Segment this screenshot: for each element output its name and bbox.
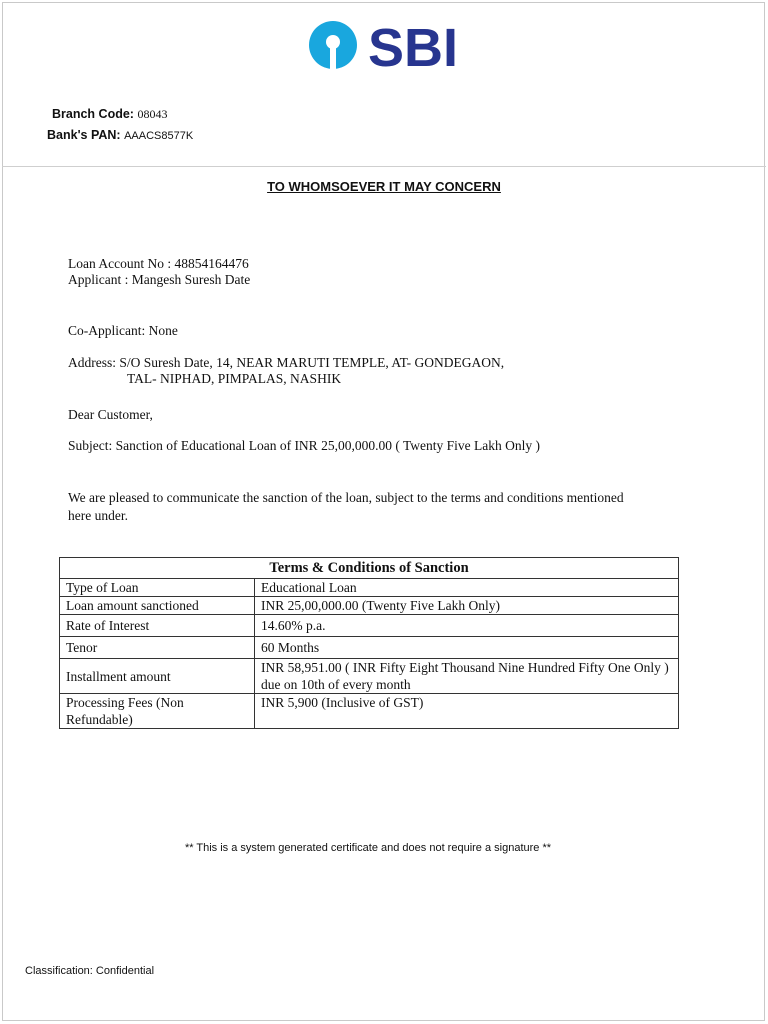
term-key: Processing Fees (Non Refundable): [60, 694, 255, 729]
table-row: [60, 597, 679, 615]
term-value: INR 58,951.00 ( INR Fifty Eight Thousand Nine Hundred Fifty One Only ) due on 10th of every month: [255, 659, 679, 694]
applicant-line: Applicant : Mangesh Suresh Date: [68, 272, 251, 287]
sbi-logo: [308, 20, 468, 72]
branch-code-label: Branch Code:: [52, 107, 134, 121]
co-applicant-line: Co-Applicant: None: [68, 323, 178, 338]
term-value: 14.60% p.a.: [255, 615, 679, 637]
term-value: INR 25,00,000.00 (Twenty Five Lakh Only): [255, 597, 679, 615]
bank-pan: [47, 128, 193, 142]
branch-code-value: 08043: [137, 107, 168, 121]
table-row: [60, 659, 679, 694]
subject-line: Subject: Sanction of Educational Loan of INR 25,00,000.00 ( Twenty Five Lakh Only ): [68, 438, 540, 453]
salutation: Dear Customer,: [68, 407, 153, 422]
classification-label: Classification: Confidential: [25, 965, 155, 977]
term-key: Tenor: [60, 637, 255, 659]
address-line-1: Address: S/O Suresh Date, 14, NEAR MARUTI TEMPLE, AT- GONDEGAON,: [68, 355, 505, 370]
branch-code: [52, 107, 167, 122]
logo-wordmark: SBI: [368, 20, 459, 72]
term-key: Installment amount: [60, 659, 255, 694]
loan-account-line: Loan Account No : 48854164476: [68, 256, 249, 271]
address-line-2: TAL- NIPHAD, PIMPALAS, NASHIK: [127, 371, 342, 386]
term-value: 60 Months: [255, 637, 679, 659]
document-title: TO WHOMSOEVER IT MAY CONCERN: [267, 179, 501, 194]
header-divider: [2, 166, 766, 167]
term-key: Rate of Interest: [60, 615, 255, 637]
bank-pan-label: Bank's PAN:: [47, 128, 121, 142]
bank-pan-value: AAACS8577K: [124, 130, 194, 142]
term-value: Educational Loan: [255, 579, 679, 597]
term-key: Type of Loan: [60, 579, 255, 597]
table-row: [60, 615, 679, 637]
body-paragraph: We are pleased to communicate the sanction of the loan, subject to the terms and conditions mentioned here under.: [68, 490, 624, 523]
table-row: [60, 637, 679, 659]
table-row: [60, 694, 679, 729]
term-key: Loan amount sanctioned: [60, 597, 255, 615]
term-value: INR 5,900 (Inclusive of GST): [255, 694, 679, 729]
system-generated-note: ** This is a system generated certificate and does not require a signature **: [184, 842, 552, 854]
terms-table-heading: Terms & Conditions of Sanction: [60, 558, 679, 579]
terms-table: [59, 557, 679, 729]
table-row: [60, 579, 679, 597]
